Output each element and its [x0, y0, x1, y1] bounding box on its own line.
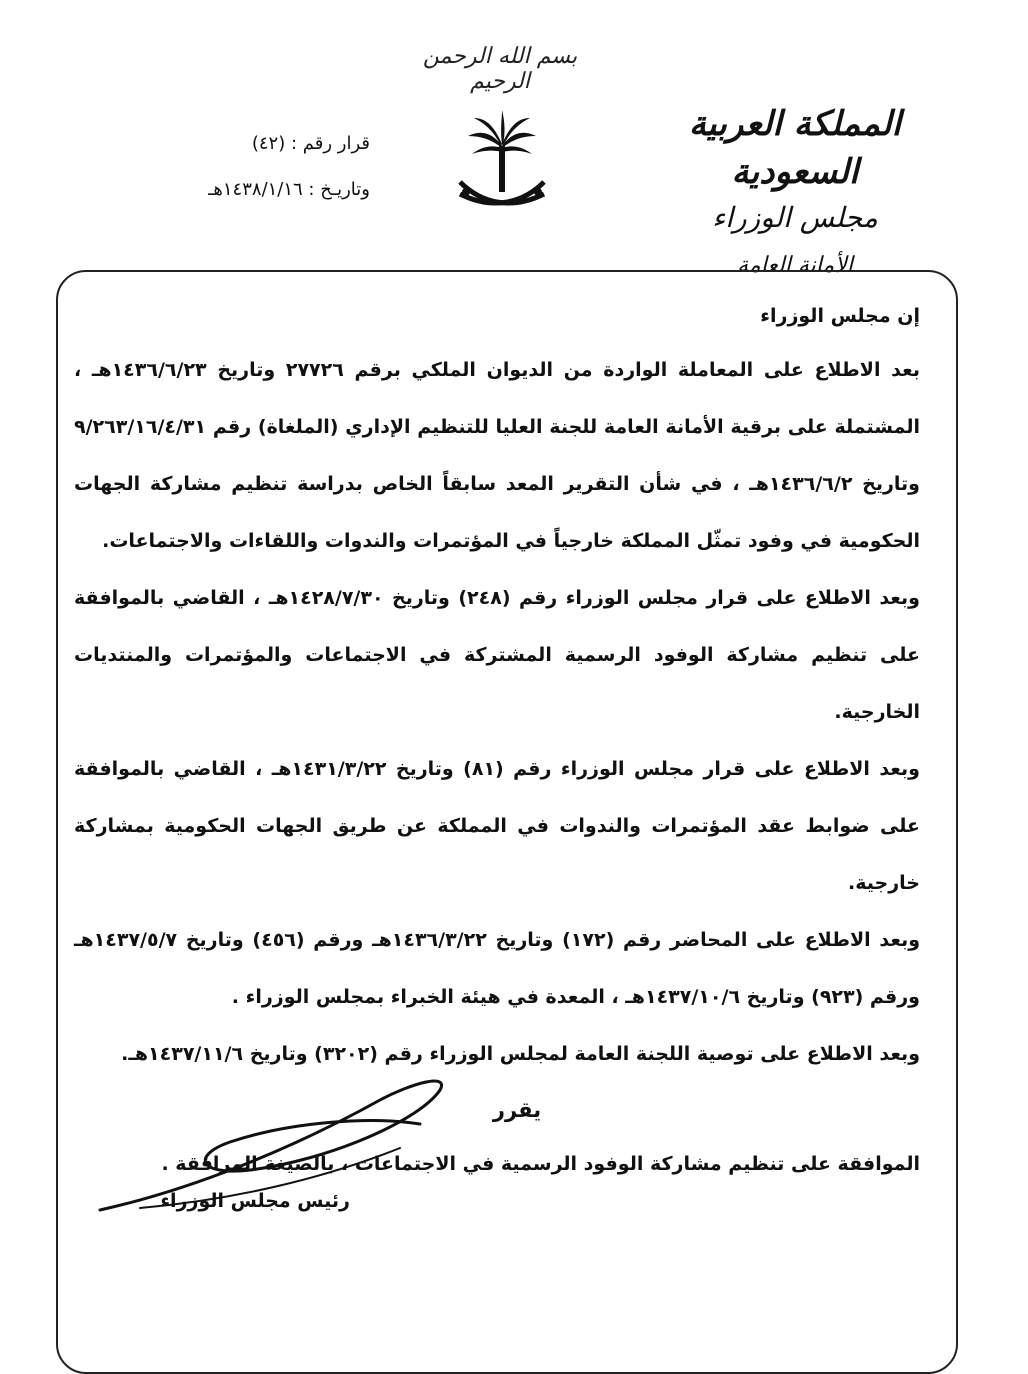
council-name: مجلس الوزراء [712, 201, 878, 234]
decision-text: الموافقة على تنظيم مشاركة الوفود الرسمية في الاجتماعات ، بالصيغة المرافقة . [161, 1153, 920, 1175]
decision-date: وتاريـخ : ١٤٣٨/١/١٦هـ [208, 179, 370, 200]
paragraph: وبعد الاطلاع على توصية اللجنة العامة لمجلس الوزراء رقم (٣٢٠٢) وتاريخ ١٤٣٧/١١/٦هـ. [121, 1043, 920, 1065]
decision-number: قرار رقم : (٤٢) [251, 133, 370, 154]
secretariat-name: الأمانة العامة [737, 253, 853, 278]
signatory-title: رئيس مجلس الوزراء [160, 1190, 350, 1212]
basmala: بسم الله الرحمن الرحيم [422, 44, 578, 94]
kingdom-name: المملكة العربية السعودية [688, 104, 902, 192]
decision-meta [150, 124, 370, 216]
paragraph: وبعد الاطلاع على قرار مجلس الوزراء رقم (٢٤٨) وتاريخ ١٤٢٨/٧/٣٠هـ ، القاضي بالموافقة على تنظيم مشاركة الوفود الرسمية المشتركة في الاجتماعات والمؤتمرات والمنتديات الخارجية. [74, 587, 920, 723]
saudi-emblem-icon [452, 108, 552, 220]
paragraph: وبعد الاطلاع على المحاضر رقم (١٧٢) وتاريخ ١٤٣٦/٣/٢٢هـ ورقم (٤٥٦) وتاريخ ١٤٣٧/٥/٧هـ ورقم (٩٢٣) وتاريخ ١٤٣٧/١٠/٦هـ ، المعدة في هيئة الخبراء بمجلس الوزراء . [74, 929, 921, 1008]
document-body [74, 296, 920, 1191]
paragraph: وبعد الاطلاع على قرار مجلس الوزراء رقم (٨١) وتاريخ ١٤٣١/٣/٢٢هـ ، القاضي بالموافقة على ضوابط عقد المؤتمرات والندوات في المملكة عن طريق الجهات الحكومية بمشاركة خارجية. [74, 758, 920, 894]
decree-word: يقرر [492, 1098, 542, 1122]
opening-line: إن مجلس الوزراء [760, 305, 920, 327]
letterhead [630, 100, 960, 286]
paragraph: بعد الاطلاع على المعاملة الواردة من الديوان الملكي برقم ٢٧٧٢٦ وتاريخ ١٤٣٦/٦/٢٣هـ ، المشتملة على برقية الأمانة العامة للجنة العليا للتنظيم الإداري (الملغاة) رقم ٩/٢٦٣/١٦/٤/٣١ وتاريخ ١٤٣٦/٦/٢هـ ، في شأن التقرير المعد سابقاً الخاص بدراسة تنظيم مشاركة الجهات الحكومية في وفود تمثّل المملكة خارجياً في المؤتمرات والندوات واللقاءات والاجتماعات. [74, 359, 920, 552]
